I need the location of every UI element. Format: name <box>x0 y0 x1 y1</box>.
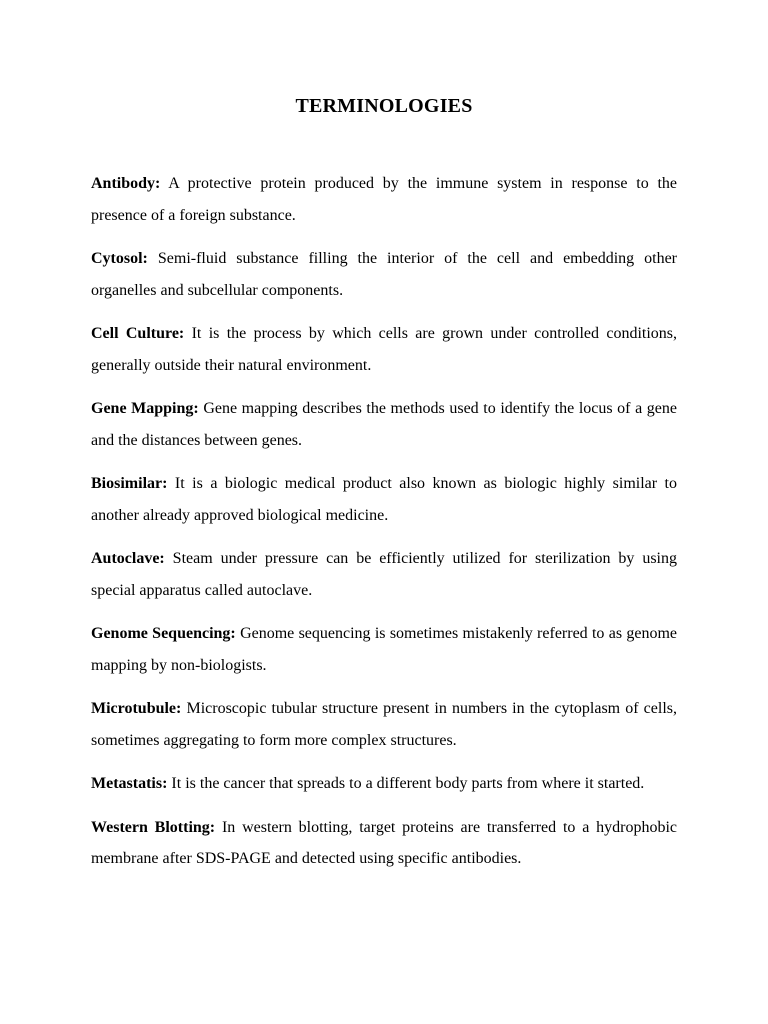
term-name: Cytosol: <box>91 250 148 267</box>
term-entry-cytosol <box>91 243 677 306</box>
term-entry-cell-culture <box>91 318 677 381</box>
term-definition: A protective protein produced by the immune system in response to the presence of a foreign substance. <box>91 175 678 224</box>
term-entry-antibody <box>91 168 677 231</box>
term-entry-genome-sequencing <box>91 618 677 681</box>
term-name: Cell Culture: <box>91 325 185 342</box>
terminology-list <box>91 168 677 887</box>
term-entry-metastatis <box>91 768 677 800</box>
term-name: Autoclave: <box>91 550 165 567</box>
term-name: Gene Mapping: <box>91 400 199 417</box>
term-definition: Semi-fluid substance filling the interior of the cell and embedding other organelles and subcellular components. <box>91 250 678 299</box>
term-name: Genome Sequencing: <box>91 625 236 642</box>
term-name: Antibody: <box>91 175 161 192</box>
page-title: TERMINOLOGIES <box>295 95 473 117</box>
term-definition: Steam under pressure can be efficiently utilized for sterilization by using special apparatus called autoclave. <box>91 550 677 599</box>
term-definition: It is the process by which cells are grown under controlled conditions, generally outside their natural environment. <box>91 325 678 374</box>
term-entry-autoclave <box>91 543 677 606</box>
term-entry-gene-mapping <box>91 393 677 456</box>
term-definition: It is a biologic medical product also known as biologic highly similar to another already approved biological medicine. <box>91 475 678 524</box>
term-name: Metastatis: <box>91 775 168 792</box>
term-definition: In western blotting, target proteins are transferred to a hydrophobic membrane after SDS-PAGE and detected using specific antibodies. <box>91 818 678 867</box>
term-entry-biosimilar <box>91 468 677 531</box>
term-entry-western-blotting <box>91 812 677 875</box>
term-definition: Genome sequencing is sometimes mistakenly referred to as genome mapping by non-biologists. <box>91 625 678 674</box>
term-definition: It is the cancer that spreads to a different body parts from where it started. <box>171 775 645 792</box>
term-entry-microtubule <box>91 693 677 756</box>
term-name: Western Blotting: <box>91 818 216 836</box>
term-definition: Gene mapping describes the methods used to identify the locus of a gene and the distances between genes. <box>91 400 678 449</box>
term-definition: Microscopic tubular structure present in numbers in the cytoplasm of cells, sometimes aggregating to form more complex structures. <box>91 700 677 749</box>
term-name: Biosimilar: <box>91 475 168 492</box>
term-name: Microtubule: <box>91 700 182 717</box>
